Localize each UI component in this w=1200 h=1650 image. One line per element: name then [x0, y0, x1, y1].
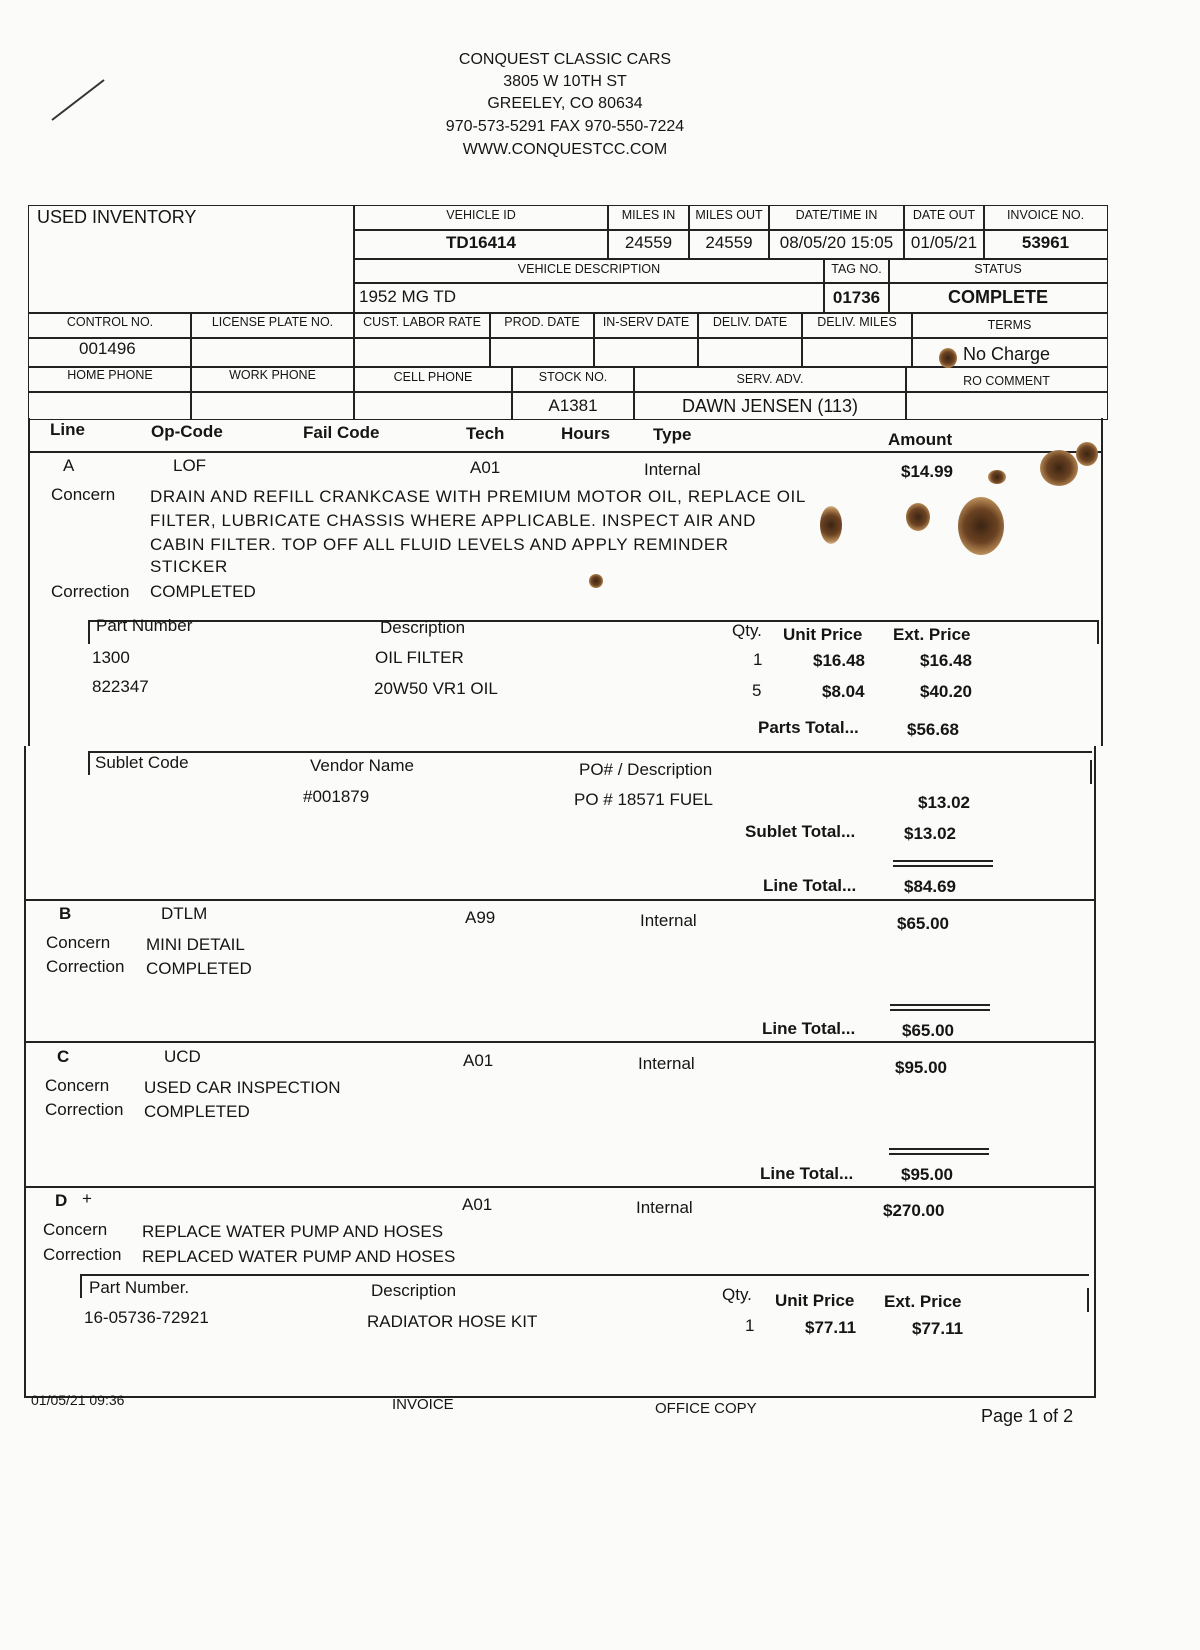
part-a2-unit: $8.04 [822, 682, 865, 701]
copy-type: OFFICE COPY [655, 1400, 757, 1417]
sublet-header-vendor: Vendor Name [310, 756, 414, 775]
ro-comment-label: RO COMMENT [963, 374, 1050, 388]
col-tech: Tech [466, 424, 505, 443]
col-type: Type [653, 425, 692, 444]
line-a-total-label: Line Total... [763, 876, 857, 895]
sublet-total: $13.02 [904, 824, 956, 843]
parts-d-header-number: Part Number. [89, 1278, 190, 1297]
serv-adv-label: SERV. ADV. [736, 372, 804, 386]
paper-stain [589, 574, 603, 588]
line-a-concern-4: STICKER [150, 557, 228, 576]
paper-stain [906, 503, 930, 531]
stock-no-label: STOCK NO. [538, 370, 608, 384]
section-title: USED INVENTORY [37, 207, 197, 227]
control-no-value: 001496 [79, 339, 136, 358]
line-b-opcode: DTLM [161, 904, 208, 923]
sublet-header-po: PO# / Description [579, 760, 713, 779]
line-d-tech: A01 [462, 1195, 493, 1214]
date-out-value: 01/05/21 [910, 233, 978, 252]
part-a2-desc: 20W50 VR1 OIL [374, 679, 498, 698]
line-d-concern-label: Concern [43, 1220, 108, 1239]
paper-stain [1040, 450, 1078, 486]
part-a1-number: 1300 [92, 648, 130, 667]
control-no-label: CONTROL NO. [66, 315, 154, 329]
parts-a-header-ext: Ext. Price [893, 625, 971, 644]
in-serv-date-label: IN-SERV DATE [602, 315, 690, 329]
line-d-correction: REPLACED WATER PUMP AND HOSES [142, 1247, 456, 1266]
paper-stain [939, 348, 957, 368]
part-a2-qty: 5 [752, 681, 762, 700]
line-a-concern-3: CABIN FILTER. TOP OFF ALL FLUID LEVELS AND APPLY REMINDER [150, 535, 729, 554]
page-number: Page 1 of 2 [981, 1406, 1074, 1426]
parts-a-total-label: Parts Total... [758, 718, 859, 737]
line-b-concern: MINI DETAIL [146, 935, 245, 954]
paper-stain [958, 497, 1004, 555]
line-c-correction-label: Correction [45, 1100, 124, 1119]
miles-in-label: MILES IN [621, 208, 676, 222]
company-phones: 970-573-5291 FAX 970-550-7224 [445, 118, 685, 135]
sublet-amount: $13.02 [918, 793, 970, 812]
sublet-po: PO # 18571 FUEL [574, 790, 713, 809]
date-in-value: 08/05/20 15:05 [779, 233, 894, 252]
line-b-correction: COMPLETED [146, 959, 252, 978]
line-a-tech: A01 [470, 458, 501, 477]
parts-d-header-ext: Ext. Price [884, 1292, 962, 1311]
doc-type: INVOICE [392, 1396, 454, 1413]
line-d-type: Internal [636, 1198, 693, 1217]
parts-a-header-number: Part Number [96, 616, 193, 635]
line-a-letter: A [63, 456, 75, 475]
line-b-type: Internal [640, 911, 697, 930]
paper-stain [820, 506, 842, 544]
line-c-total: $95.00 [901, 1165, 953, 1184]
line-c-opcode: UCD [164, 1047, 201, 1066]
serv-adv-value: DAWN JENSEN (113) [681, 396, 859, 416]
deliv-miles-label: DELIV. MILES [817, 315, 897, 329]
miles-out-value: 24559 [705, 233, 753, 252]
line-b-total-label: Line Total... [762, 1019, 856, 1038]
line-d-letter: D [55, 1191, 68, 1210]
line-b-concern-label: Concern [46, 933, 111, 952]
line-d-mark: + [82, 1189, 92, 1208]
status-label: STATUS [974, 262, 1022, 276]
line-b-letter: B [59, 904, 72, 923]
terms-value: No Charge [963, 344, 1051, 364]
date-out-label: DATE OUT [912, 208, 976, 222]
cell-phone-label: CELL PHONE [393, 370, 473, 384]
line-c-concern: USED CAR INSPECTION [144, 1078, 341, 1097]
part-d1-number: 16-05736-72921 [84, 1308, 209, 1327]
line-a-concern-1: DRAIN AND REFILL CRANKCASE WITH PREMIUM MOTOR OIL, REPLACE OIL [150, 487, 806, 506]
line-a-concern-2: FILTER, LUBRICATE CHASSIS WHERE APPLICABLE. INSPECT AIR AND [150, 511, 756, 530]
invoice-no-value: 53961 [1021, 233, 1070, 252]
line-a-type: Internal [644, 460, 701, 479]
company-website: WWW.CONQUESTCC.COM [462, 141, 668, 158]
line-b-total: $65.00 [902, 1021, 954, 1040]
sublet-vendor: #001879 [303, 787, 370, 806]
line-a-concern-label: Concern [51, 485, 116, 504]
line-c-tech: A01 [463, 1051, 494, 1070]
pen-mark [48, 76, 108, 126]
tag-no-value: 01736 [832, 288, 881, 307]
miles-out-label: MILES OUT [695, 208, 763, 222]
line-c-correction: COMPLETED [144, 1102, 250, 1121]
line-c-letter: C [57, 1047, 70, 1066]
part-d1-desc: RADIATOR HOSE KIT [367, 1312, 538, 1331]
parts-d-header-unit: Unit Price [775, 1291, 855, 1310]
part-d1-qty: 1 [745, 1316, 755, 1335]
line-a-correction-label: Correction [51, 582, 130, 601]
date-in-label: DATE/TIME IN [795, 208, 878, 222]
work-phone-label: WORK PHONE [229, 368, 316, 382]
stock-no-value: A1381 [548, 396, 598, 415]
paper-stain [1076, 442, 1098, 466]
line-b-tech: A99 [465, 908, 496, 927]
paper-stain [988, 470, 1006, 484]
parts-a-total: $56.68 [907, 720, 959, 739]
line-b-amount: $65.00 [897, 914, 949, 933]
company-city: GREELEY, CO 80634 [487, 95, 643, 112]
prod-date-label: PROD. DATE [504, 315, 580, 329]
line-a-amount: $14.99 [901, 462, 953, 481]
sublet-total-label: Sublet Total... [745, 822, 856, 841]
col-fail-code: Fail Code [303, 423, 380, 442]
part-d1-ext: $77.11 [912, 1319, 964, 1338]
line-c-total-label: Line Total... [760, 1164, 854, 1183]
part-d1-unit: $77.11 [805, 1318, 857, 1337]
line-d-amount: $270.00 [883, 1201, 945, 1220]
vehicle-id-value: TD16414 [446, 233, 516, 252]
line-c-concern-label: Concern [45, 1076, 110, 1095]
invoice-no-label: INVOICE NO. [1006, 208, 1085, 222]
miles-in-value: 24559 [624, 233, 673, 252]
line-c-type: Internal [638, 1054, 695, 1073]
status-value: COMPLETE [947, 287, 1048, 307]
col-hours: Hours [561, 424, 611, 443]
part-a1-desc: OIL FILTER [375, 648, 464, 667]
vehicle-desc-label: VEHICLE DESCRIPTION [517, 262, 661, 276]
sublet-header-code: Sublet Code [95, 753, 189, 772]
part-a2-number: 822347 [92, 677, 149, 696]
license-plate-label: LICENSE PLATE NO. [211, 315, 334, 329]
home-phone-label: HOME PHONE [67, 368, 153, 382]
company-name: CONQUEST CLASSIC CARS [458, 51, 672, 68]
labor-rate-label: CUST. LABOR RATE [363, 315, 481, 329]
col-amount: Amount [888, 430, 953, 449]
company-address: 3805 W 10TH ST [503, 73, 627, 90]
part-a2-ext: $40.20 [920, 682, 972, 701]
col-opcode: Op-Code [151, 422, 223, 441]
part-a1-qty: 1 [753, 650, 763, 669]
vehicle-desc-value: 1952 MG TD [359, 287, 457, 306]
terms-label: TERMS [987, 318, 1032, 332]
line-a-opcode: LOF [173, 456, 207, 475]
deliv-date-label: DELIV. DATE [712, 315, 788, 329]
col-line: Line [50, 420, 85, 439]
line-c-amount: $95.00 [895, 1058, 947, 1077]
parts-a-header-desc: Description [380, 618, 466, 637]
line-d-correction-label: Correction [43, 1245, 122, 1264]
line-a-total: $84.69 [904, 877, 956, 896]
line-b-correction-label: Correction [46, 957, 125, 976]
tag-no-label: TAG NO. [831, 262, 882, 276]
parts-a-header-qty: Qty. [732, 621, 762, 640]
print-timestamp: 01/05/21 09:36 [31, 1392, 125, 1408]
vehicle-id-label: VEHICLE ID [446, 208, 516, 222]
part-a1-ext: $16.48 [920, 651, 972, 670]
parts-a-header-unit: Unit Price [783, 625, 863, 644]
part-a1-unit: $16.48 [813, 651, 865, 670]
line-a-correction: COMPLETED [150, 582, 256, 601]
parts-d-header-qty: Qty. [722, 1285, 752, 1304]
parts-d-header-desc: Description [371, 1281, 457, 1300]
line-d-concern: REPLACE WATER PUMP AND HOSES [142, 1222, 444, 1241]
